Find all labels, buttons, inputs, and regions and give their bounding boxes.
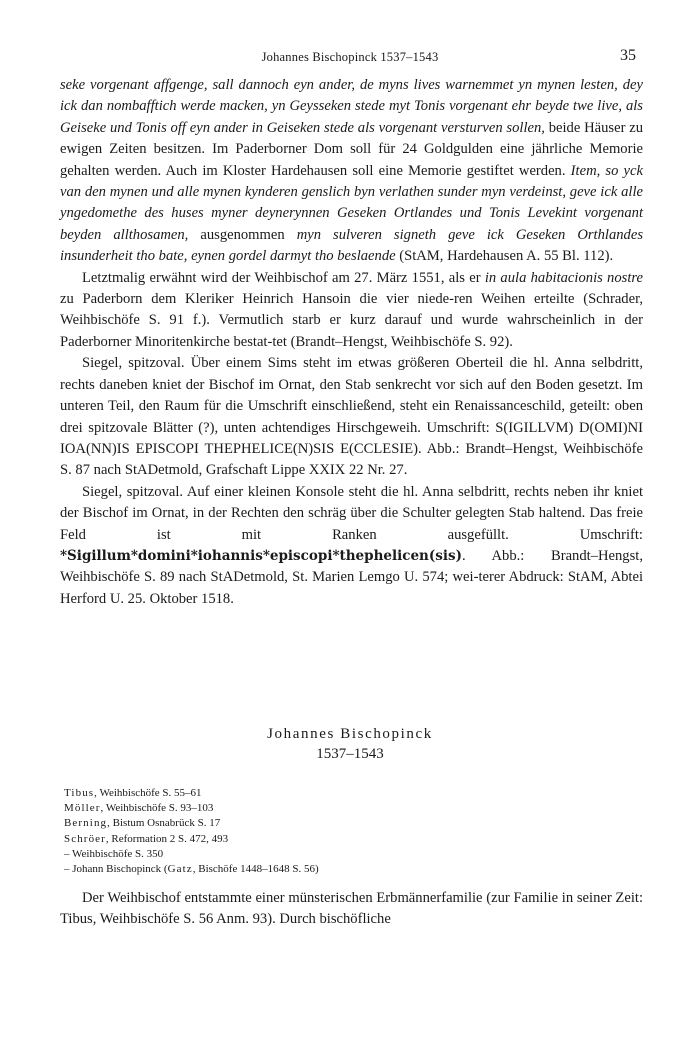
literature-reference: , Bischöfe 1448–1648 S. 56) [192, 863, 319, 876]
literature-reference: , Reformation 2 S. 472, 493 [105, 832, 229, 845]
paragraph-seal-1: Siegel, spitzoval. Über einem Sims steht im etwas größeren Oberteil die hl. Anna selbdritt, rechts daneben kniet der Bischof im Ornat, den Stab senkrecht vor sich auf den Boden gesetzt. Im unteren Teil, den Raum für die Umschrift einschließend, steht ein Renaissanceschild, geteilt: oben drei spitzovale Blätter (?), unten achtendiges Hirschgeweih. Umschrift: S(IGILLVM) D(OMI)NI IOA(NN)IS EPISCOPI THEPHELICE(N)SIS E(CCLESIE). Abb.: Brandt–Hengst, Weihbischöfe S. 87 nach StADetmold, Grafschaft Lippe XXIX 22 Nr. 27. [60, 355, 643, 479]
literature-reference: , Bistum Osnabrück S. 17 [107, 817, 221, 830]
literature-reference: , Weihbischöfe S. 55–61 [94, 787, 202, 799]
quote-low-german-2: Item, so yck van den mynen und alle mynen kynderen genslich byn verlathen sunder myn verdeinst, geve ick alle yngedomethe des huses myner deynerynnen Geseken Ortlandes und Tonis Levekint vorgenant beyden allthosamen, [60, 162, 643, 243]
section-heading-years: 1537–1543 [316, 746, 384, 762]
quote-latin: in aula habitacionis nostre [484, 269, 643, 286]
text-segment: beide Häuser zu ewigen Zeiten besitzen. Im Paderborner Dom soll für 24 Goldgulden eine jährliche Memorie gehalten werden. Auch im Kloster Hardehausen soll eine Memorie gestiftet werden. [60, 119, 643, 179]
literature-item [64, 801, 624, 816]
running-header [60, 47, 640, 74]
paragraph-last-mention [60, 268, 643, 354]
quote-low-german-1: seke vorgenant affgenge, sall dannoch eyn ander, de myns lives warnemmet yn mynen lesten, dey ick dan nombafftich werde macken, yn Geysseken stede myt Tonis vorgenant ehr beyde twe live, als Geiseke und Tonis off eyn ander in Geiseken stede als vorgenant versturven sollen, [60, 77, 643, 136]
section-heading [60, 724, 640, 764]
literature-item [64, 832, 624, 847]
section-heading-name: Johannes Bischopinck [267, 726, 433, 742]
literature-author: Tibus [64, 787, 95, 799]
literature-author: Berning [64, 817, 108, 830]
literature-reference: – Johann Bischopinck ( [64, 863, 168, 876]
paragraph-origin: Der Weihbischof entstammte einer münsterischen Erbmännerfamilie (zur Familie in seiner Zeit: Tibus, Weihbischöfe S. 56 Anm. 93). Durch bischöfliche [60, 890, 643, 928]
literature-list [64, 786, 624, 877]
page-number: 35 [620, 47, 636, 64]
literature-author: Möller [64, 802, 101, 815]
paragraph-seal-2 [60, 482, 643, 610]
paragraph-testament-quote [60, 75, 643, 268]
literature-author: Gatz [167, 863, 193, 876]
literature-item [64, 847, 624, 862]
literature-reference: , Weihbischöfe S. 93–103 [100, 802, 214, 815]
running-title: Johannes Bischopinck 1537–1543 [261, 50, 439, 64]
literature-reference: – Weihbischöfe S. 350 [64, 847, 164, 860]
literature-author: Schröer [64, 832, 106, 845]
literature-item [64, 816, 624, 831]
literature-item [64, 786, 624, 801]
text-segment: zu Paderborn dem Kleriker Heinrich Hansoin die vier niede-ren Weihen erteilte (Schrader, Weihbischöfe S. 91 f.). Vermutlich starb er kurz darauf und wurde wahrscheinlich in der Paderborner Minoritenkirche bestat-tet (Brandt–Hengst, Weihbischöfe S. 92). [60, 291, 643, 350]
text-segment: . Abb.: Brandt–Hengst, Weihbischöfe S. 89 nach StADetmold, St. Marien Lemgo U. 574; wei-terer Abdruck: StAM, Abtei Herford U. 25. Oktober 1518. [60, 547, 643, 607]
main-text [60, 75, 643, 610]
quote-low-german-3: myn sulveren signeth geve ick Geseken Orthlandes insunderheit tho bate, eynen gordel darmyt tho beslaende [60, 226, 643, 265]
text-segment: ausgenommen [188, 226, 297, 243]
text-segment: (StAM, Hardehausen A. 55 Bl. 112). [395, 248, 614, 265]
text-segment: Siegel, spitzoval. Auf einer kleinen Konsole steht die hl. Anna selbdritt, rechts neben ihr kniet der Bischof im Ornat, in der Rechten den schräg über die Schulter gelegten Stab haltend. Das freie Feld ist mit Ranken ausgefüllt. Umschrift: [60, 483, 643, 543]
literature-item [64, 862, 624, 877]
seal-inscription-blackletter: *Sigillum*domini*iohannis*episcopi*thephelicen(sis) [60, 547, 462, 564]
text-segment: Letztmalig erwähnt wird der Weihbischof am 27. März 1551, als er [82, 269, 485, 286]
closing-text [60, 888, 643, 931]
